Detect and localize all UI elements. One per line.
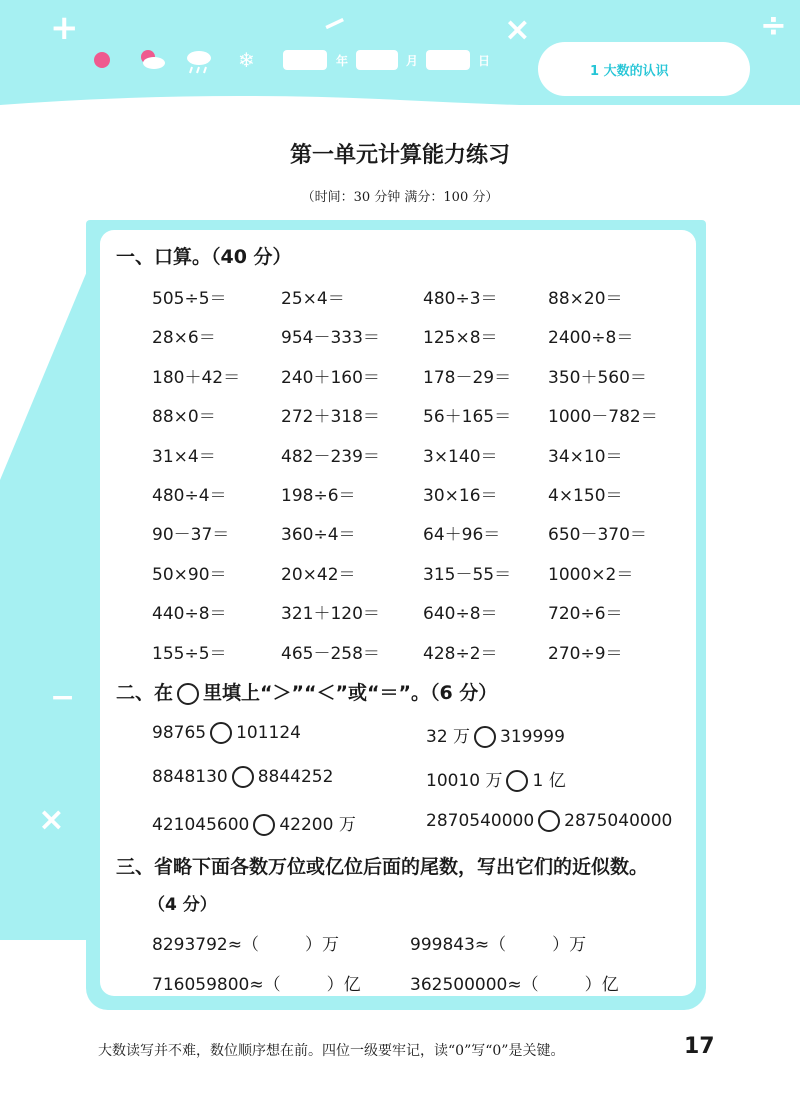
oral-question: 56＋165＝ bbox=[423, 407, 512, 427]
oral-question: 954－333＝ bbox=[281, 328, 380, 348]
compare-item bbox=[426, 722, 565, 748]
compare-right: 8844252 bbox=[257, 767, 334, 787]
oral-question: 270÷9＝ bbox=[548, 644, 623, 664]
sun-icon bbox=[94, 52, 110, 68]
oral-question: 350＋560＝ bbox=[548, 368, 647, 388]
approx-number: 999843≈（ bbox=[410, 935, 507, 955]
compare-left: 32 万 bbox=[426, 727, 471, 747]
oral-question: 25×4＝ bbox=[281, 289, 345, 309]
year-unit: 年 bbox=[336, 54, 349, 68]
compare-right: 42200 万 bbox=[279, 815, 356, 835]
oral-question: 482－239＝ bbox=[281, 447, 380, 467]
oral-question: 88×0＝ bbox=[152, 407, 216, 427]
oral-question: 650－370＝ bbox=[548, 525, 647, 545]
oral-question: 480÷3＝ bbox=[423, 289, 498, 309]
oral-question: 505÷5＝ bbox=[152, 289, 227, 309]
oral-question: 4×150＝ bbox=[548, 486, 623, 506]
approx-number: 8293792≈（ bbox=[152, 935, 259, 955]
approx-item bbox=[410, 970, 619, 995]
compare-item bbox=[152, 722, 301, 744]
oral-question: 315－55＝ bbox=[423, 565, 512, 585]
oral-question: 50×90＝ bbox=[152, 565, 227, 585]
oral-question: 3×140＝ bbox=[423, 447, 498, 467]
approx-unit: ）亿 bbox=[326, 975, 361, 995]
oral-question: 1000×2＝ bbox=[548, 565, 634, 585]
oral-question: 30×16＝ bbox=[423, 486, 498, 506]
section2-heading bbox=[116, 678, 497, 705]
compare-item bbox=[426, 810, 672, 832]
rain-icon bbox=[184, 48, 214, 76]
compare-circle-input[interactable] bbox=[506, 770, 528, 792]
oral-question: 272＋318＝ bbox=[281, 407, 380, 427]
section2-heading-prefix: 二、在 bbox=[116, 682, 174, 704]
partly-cloudy-icon bbox=[138, 48, 166, 72]
circle-blank-icon bbox=[177, 683, 199, 705]
minus-decoration-icon: − bbox=[50, 680, 76, 715]
compare-circle-input[interactable] bbox=[210, 722, 232, 744]
compare-circle-input[interactable] bbox=[538, 810, 560, 832]
oral-question: 428÷2＝ bbox=[423, 644, 498, 664]
compare-right: 1 亿 bbox=[532, 771, 566, 791]
oral-question: 155÷5＝ bbox=[152, 644, 227, 664]
compare-right: 2875040000 bbox=[564, 811, 673, 831]
year-field[interactable] bbox=[283, 50, 327, 70]
oral-question: 640÷8＝ bbox=[423, 604, 498, 624]
compare-right: 319999 bbox=[500, 727, 565, 747]
compare-left: 421045600 bbox=[152, 815, 250, 835]
compare-item bbox=[152, 766, 333, 788]
oral-question: 180＋42＝ bbox=[152, 368, 241, 388]
oral-question: 90－37＝ bbox=[152, 525, 230, 545]
compare-circle-input[interactable] bbox=[474, 726, 496, 748]
oral-question: 440÷8＝ bbox=[152, 604, 227, 624]
oral-question: 2400÷8＝ bbox=[548, 328, 634, 348]
compare-circle-input[interactable] bbox=[253, 814, 275, 836]
oral-question: 1000－782＝ bbox=[548, 407, 658, 427]
footer-rhyme: 大数读写并不难，数位顺序想在前。四位一级要牢记，读“0”写“0”是关键。 bbox=[98, 1043, 565, 1059]
oral-question: 720÷6＝ bbox=[548, 604, 623, 624]
oral-question: 240＋160＝ bbox=[281, 368, 380, 388]
page-title: 第一单元计算能力练习 bbox=[289, 143, 510, 168]
section1-heading: 一、口算。（40 分） bbox=[116, 246, 292, 268]
times-decoration-icon: × bbox=[504, 10, 531, 48]
oral-question: 465－258＝ bbox=[281, 644, 380, 664]
section3-points: （4 分） bbox=[148, 895, 217, 915]
month-field[interactable] bbox=[356, 50, 398, 70]
approx-item bbox=[152, 930, 339, 955]
compare-left: 2870540000 bbox=[426, 811, 535, 831]
plus-decoration-icon: + bbox=[50, 8, 79, 48]
compare-left: 98765 bbox=[152, 723, 207, 743]
oral-question: 88×20＝ bbox=[548, 289, 623, 309]
approx-item bbox=[152, 970, 361, 995]
snow-icon: ❄ bbox=[238, 48, 255, 72]
day-field[interactable] bbox=[426, 50, 470, 70]
oral-question: 360÷4＝ bbox=[281, 525, 356, 545]
compare-left: 8848130 bbox=[152, 767, 228, 787]
compare-item bbox=[426, 766, 566, 792]
approx-item bbox=[410, 930, 586, 955]
month-unit: 月 bbox=[406, 54, 419, 68]
approx-unit: ）万 bbox=[552, 935, 587, 955]
oral-question: 20×42＝ bbox=[281, 565, 356, 585]
unit-tag-label: 1 大数的认识 bbox=[590, 64, 669, 79]
oral-question: 64＋96＝ bbox=[423, 525, 501, 545]
oral-question: 321＋120＝ bbox=[281, 604, 380, 624]
times-decoration-icon: × bbox=[38, 800, 65, 838]
page-number: 17 bbox=[684, 1034, 715, 1059]
section2-heading-suffix: 里填上“＞”“＜”或“＝”。（6 分） bbox=[203, 682, 498, 704]
approx-unit: ）亿 bbox=[584, 975, 619, 995]
approx-number: 362500000≈（ bbox=[410, 975, 539, 995]
compare-right: 101124 bbox=[236, 723, 301, 743]
oral-question: 34×10＝ bbox=[548, 447, 623, 467]
approx-number: 716059800≈（ bbox=[152, 975, 281, 995]
oral-question: 178－29＝ bbox=[423, 368, 512, 388]
compare-item bbox=[152, 810, 356, 836]
oral-question: 28×6＝ bbox=[152, 328, 216, 348]
compare-left: 10010 万 bbox=[426, 771, 503, 791]
oral-question: 125×8＝ bbox=[423, 328, 498, 348]
section3-heading: 三、省略下面各数万位或亿位后面的尾数，写出它们的近似数。 bbox=[116, 856, 649, 878]
oral-question: 480÷4＝ bbox=[152, 486, 227, 506]
day-unit: 日 bbox=[478, 54, 491, 68]
compare-circle-input[interactable] bbox=[232, 766, 254, 788]
oral-question: 198÷6＝ bbox=[281, 486, 356, 506]
oral-question: 31×4＝ bbox=[152, 447, 216, 467]
minus-decoration-icon: − bbox=[315, 2, 354, 45]
divide-decoration-icon: ÷ bbox=[760, 6, 787, 44]
approx-unit: ）万 bbox=[304, 935, 339, 955]
page-subtitle: （时间：30 分钟 满分：100 分） bbox=[301, 190, 499, 205]
